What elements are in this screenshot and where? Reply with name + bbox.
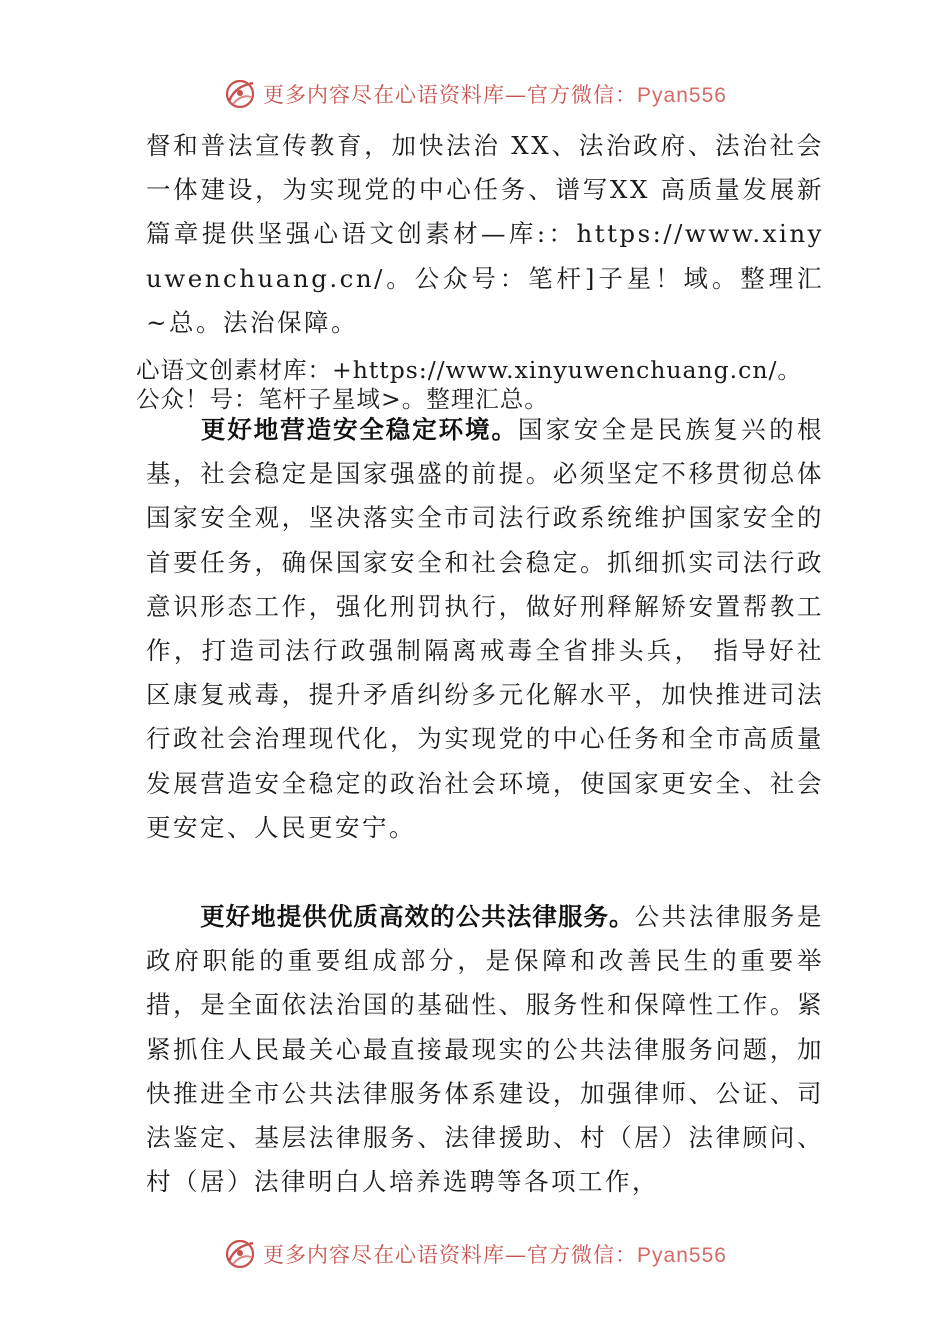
watermark-id: Pyan556 — [637, 1244, 727, 1267]
watermark-text: 更多内容尽在心语资料库—官方微信： — [263, 83, 638, 107]
paragraph-2-body: 国家安全是民族复兴的根基，社会稳定是国家强盛的前提。必须坚定不移贯彻总体国家安全观，坚决落实全市司法行政系统维护国家安全的首要任务，确保国家安全和社会稳定。抓细抓实司法行政意识形态工作，强化刑罚执行，做好刑释解矫安置帮教工作，打造司法行政强制隔离戒毒全省排头兵， 指导好社区康复戒毒，提升矛盾纠纷多元化解水平，加快推进司法行政社会治理现代化，为实现党的中心任务和全市高质量发展营造安全稳定的政治社会环境，使国家更安全、社会更安定、人民更安宁。 — [146, 415, 825, 842]
seal-logo-icon — [223, 1237, 257, 1271]
footer-watermark — [0, 1232, 950, 1276]
watermark-text: 更多内容尽在心语资料库—官方微信： — [263, 1243, 638, 1267]
seal-logo-icon — [223, 77, 257, 111]
paragraph-2-lead: 更好地营造安全稳定环境。 — [200, 415, 518, 444]
paragraph-1: 督和普法宣传教育，加快法治 XX、法治政府、法治社会一体建设，为实现党的中心任务、谱写XX 高质量发展新篇章提供坚强心语文创素材—库:：https://www.xinyuwenchuang.cn/。公众号：笔杆]子星！域。整理汇~总。法治保障。 — [146, 131, 824, 337]
paragraph-3-body: 公共法律服务是政府职能的重要组成部分，是保障和改善民生的重要举措，是全面依法治国的基础性、服务性和保障性工作。紧紧抓住人民最关心最直接最现实的公共法律服务问题，加快推进全市公共法律服务体系建设，加强律师、公证、司法鉴定、基层法律服务、法律援助、村（居）法律顾问、村（居）法律明白人培养选聘等各项工作， — [146, 902, 824, 1197]
paragraph-2 — [146, 408, 824, 850]
paragraph-3 — [146, 895, 824, 1204]
paragraph-3-lead: 更好地提供优质高效的公共法律服务。 — [200, 902, 635, 931]
source-note: 心语文创素材库：+https://www.xinyuwenchuang.cn/。公众！号：笔杆子星域>。整理汇总。 — [136, 356, 802, 413]
watermark-id: Pyan556 — [637, 84, 727, 107]
header-watermark — [0, 72, 950, 116]
